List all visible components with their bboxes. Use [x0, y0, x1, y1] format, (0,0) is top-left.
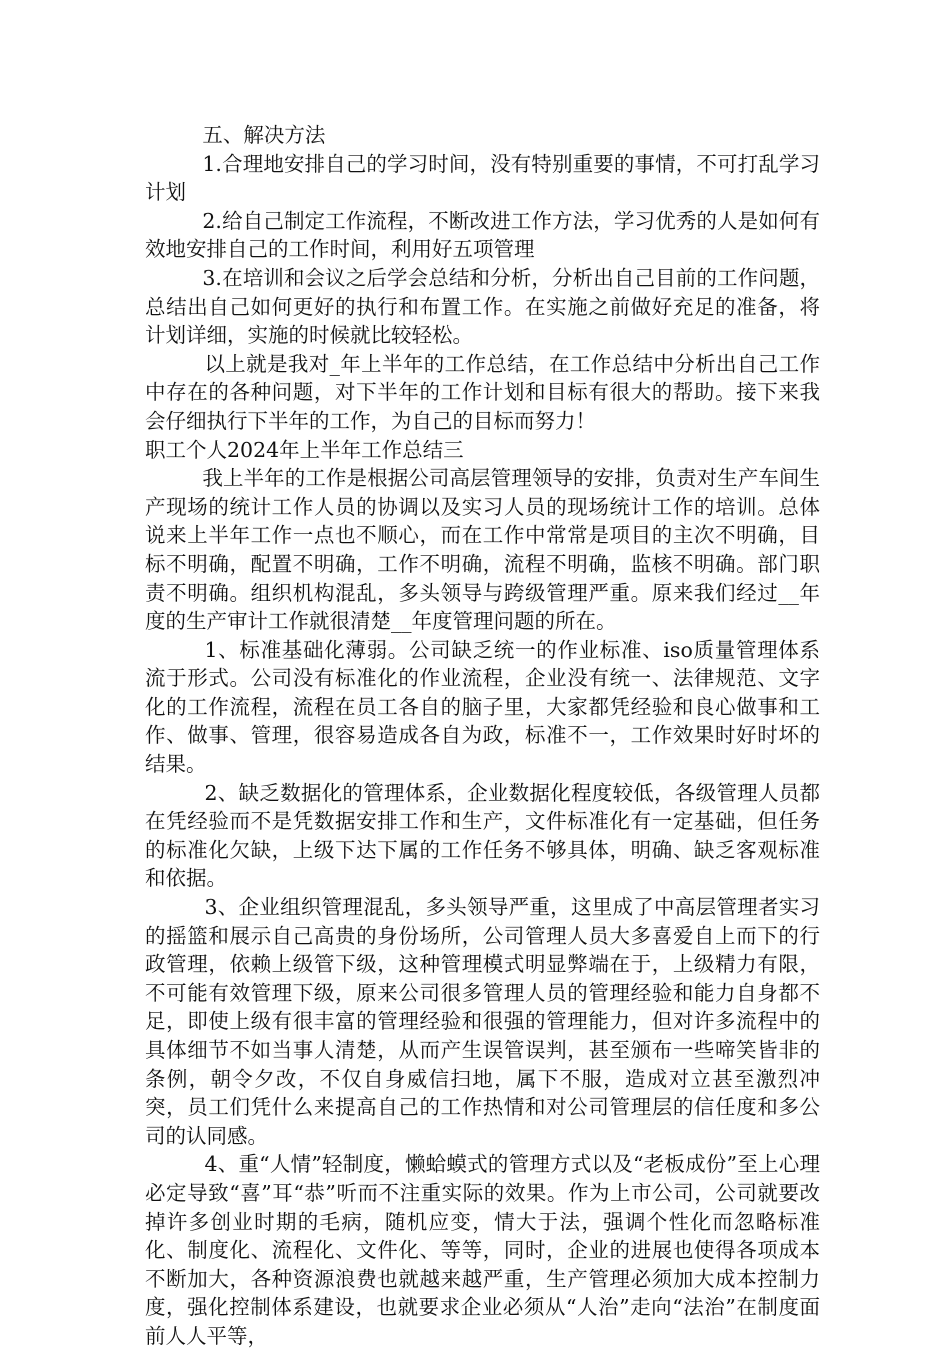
method-item-2: 2.给自己制定工作流程，不断改进工作方法，学习优秀的人是如何有效地安排自己的工作时间，利用好五项管理 — [145, 208, 820, 262]
section-heading: 五、解决方法 — [202, 123, 326, 147]
method-item-1: 1.合理地安排自己的学习时间，没有特别重要的事情，不可打乱学习计划 — [145, 151, 820, 205]
issue-paragraph-2: 2、缺乏数据化的管理体系，企业数据化程度较低，各级管理人员都在凭经验而不是凭数据安排工作和生产，文件标准化有一定基础，但任务的标准化欠缺，上级下达下属的工作任务不够具体，明确、缺乏客观标准和依据。 — [145, 780, 820, 891]
issue-paragraph-4: 4、重“人情”轻制度，懒蛤蟆式的管理方式以及“老板成份”至上心理必定导致“喜”耳“恭”听而不注重实际的效果。作为上市公司，公司就要改掉许多创业时期的毛病，随机应变，情大于法，强调个性化而忽略标准化、制度化、流程化、文件化、等等，同时，企业的进展也使得各项成本不断加大，各种资源浪费也就越来越严重，生产管理必须加大成本控制力度，强化控制体系建设，也就要求企业必须从“人治”走向“法治”在制度面前人人平等， — [145, 1152, 820, 1348]
document-page — [145, 121, 820, 1351]
conclusion-paragraph: 以上就是我对_年上半年的工作总结，在工作总结中分析出自己工作中存在的各种问题，对下半年的工作计划和目标有很大的帮助。接下来我会仔细执行下半年的工作，为自己的目标而努力！ — [145, 351, 820, 433]
issue-paragraph-3: 3、企业组织管理混乱，多头领导严重，这里成了中高层管理者实习的摇篮和展示自己高贵的身份场所，公司管理人员大多喜爱自上而下的行政管理，依赖上级管下级，这种管理模式明显弊端在于，上级精力有限，不可能有效管理下级，原来公司很多管理人员的管理经验和能力自身都不足，即使上级有很丰富的管理经验和很强的管理能力，但对许多流程中的具体细节不如当事人清楚，从而产生误管误判，甚至颁布一些啼笑皆非的条例，朝令夕改，不仅自身威信扫地，属下不服，造成对立甚至激烈冲突，员工们凭什么来提高自己的工作热情和对公司管理层的信任度和多公司的认同感。 — [145, 895, 820, 1148]
method-item-3: 3.在培训和会议之后学会总结和分析，分析出自己目前的工作问题，总结出自己如何更好的执行和布置工作。在实施之前做好充足的准备，将计划详细，实施的时候就比较轻松。 — [145, 265, 820, 348]
section-title: 职工个人2024年上半年工作总结三 — [145, 437, 464, 462]
intro-paragraph: 我上半年的工作是根据公司高层管理领导的安排，负责对生产车间生产现场的统计工作人员的协调以及实习人员的现场统计工作的培训。总体说来上半年工作一点也不顺心，而在工作中常常是项目的主次不明确，目标不明确，配置不明确，工作不明确，流程不明确，监核不明确。部门职责不明确。组织机构混乱，多头领导与跨级管理严重。原来我们经过__年度的生产审计工作就很清楚__年度管理问题的所在。 — [145, 466, 820, 634]
issue-paragraph-1: 1、标准基础化薄弱。公司缺乏统一的作业标准、iso质量管理体系流于形式。公司没有标准化的作业流程，企业没有统一、法律规范、文字化的工作流程，流程在员工各自的脑子里，大家都凭经验和良心做事和工作、做事、管理，很容易造成各自为政，标准不一，工作效果时好时坏的结果。 — [145, 637, 820, 777]
